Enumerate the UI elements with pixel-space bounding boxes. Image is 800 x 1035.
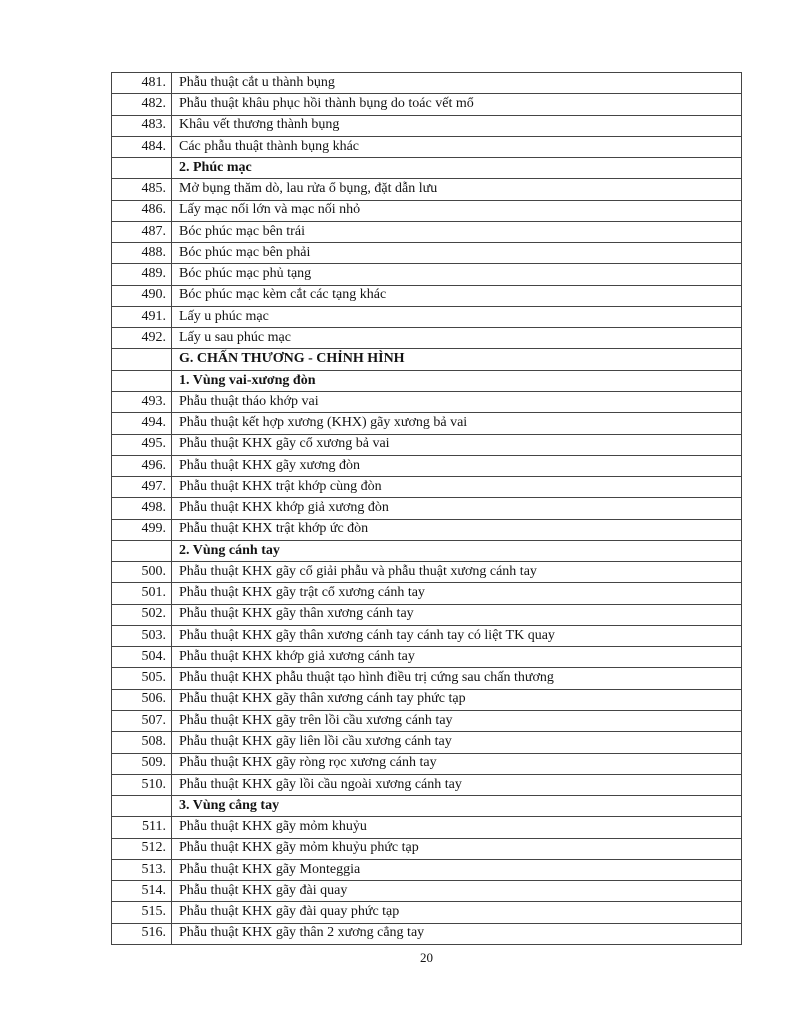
row-number-cell: 483. (112, 115, 172, 136)
procedure-name-cell: Phẫu thuật KHX gãy trật cổ xương cánh tay (172, 583, 742, 604)
procedure-name-cell: Bóc phúc mạc bên phải (172, 243, 742, 264)
row-number-cell (112, 540, 172, 561)
table-row (112, 455, 742, 476)
row-number-cell: 482. (112, 94, 172, 115)
table-row (112, 562, 742, 583)
table-row (112, 604, 742, 625)
procedure-name-cell: Lấy mạc nối lớn và mạc nối nhỏ (172, 200, 742, 221)
procedure-name-cell: Phẫu thuật KHX gãy thân xương cánh tay phức tạp (172, 689, 742, 710)
row-number-cell: 495. (112, 434, 172, 455)
procedure-name-cell: Bóc phúc mạc bên trái (172, 221, 742, 242)
row-number-cell: 504. (112, 647, 172, 668)
section-title-cell: 2. Phúc mạc (172, 158, 742, 179)
table-row (112, 243, 742, 264)
section-title-cell: 3. Vùng cẳng tay (172, 796, 742, 817)
table-row (112, 413, 742, 434)
table-row (112, 285, 742, 306)
procedures-table (111, 72, 742, 945)
procedure-name-cell: Bóc phúc mạc phủ tạng (172, 264, 742, 285)
section-row (112, 540, 742, 561)
table-row (112, 200, 742, 221)
procedure-name-cell: Mở bụng thăm dò, lau rửa ổ bụng, đặt dẫn lưu (172, 179, 742, 200)
table-row (112, 477, 742, 498)
table-row (112, 136, 742, 157)
procedure-name-cell: Phẫu thuật KHX gãy lồi cầu ngoài xương cánh tay (172, 774, 742, 795)
row-number-cell: 496. (112, 455, 172, 476)
procedure-name-cell: Phẫu thuật KHX gãy cổ xương bả vai (172, 434, 742, 455)
section-row (112, 796, 742, 817)
procedure-name-cell: Phẫu thuật KHX gãy đài quay (172, 881, 742, 902)
procedure-name-cell: Phẫu thuật tháo khớp vai (172, 391, 742, 412)
row-number-cell: 486. (112, 200, 172, 221)
procedure-name-cell: Phẫu thuật KHX phẫu thuật tạo hình điều trị cứng sau chấn thương (172, 668, 742, 689)
row-number-cell: 505. (112, 668, 172, 689)
row-number-cell: 489. (112, 264, 172, 285)
table-row (112, 902, 742, 923)
table-row (112, 264, 742, 285)
row-number-cell: 498. (112, 498, 172, 519)
row-number-cell: 501. (112, 583, 172, 604)
table-row (112, 115, 742, 136)
table-row (112, 179, 742, 200)
table-row (112, 838, 742, 859)
procedure-name-cell: Phẫu thuật kết hợp xương (KHX) gãy xương bả vai (172, 413, 742, 434)
table-row (112, 817, 742, 838)
table-row (112, 221, 742, 242)
table-row (112, 434, 742, 455)
row-number-cell: 488. (112, 243, 172, 264)
row-number-cell: 491. (112, 306, 172, 327)
procedure-name-cell: Phẫu thuật KHX gãy Monteggia (172, 859, 742, 880)
row-number-cell: 508. (112, 732, 172, 753)
row-number-cell: 497. (112, 477, 172, 498)
row-number-cell: 514. (112, 881, 172, 902)
row-number-cell: 485. (112, 179, 172, 200)
table-row (112, 583, 742, 604)
procedure-name-cell: Phẫu thuật KHX trật khớp ức đòn (172, 519, 742, 540)
procedure-name-cell: Phẫu thuật KHX gãy đài quay phức tạp (172, 902, 742, 923)
table-row (112, 923, 742, 944)
row-number-cell: 511. (112, 817, 172, 838)
row-number-cell: 484. (112, 136, 172, 157)
row-number-cell: 516. (112, 923, 172, 944)
row-number-cell: 490. (112, 285, 172, 306)
procedure-name-cell: Phẫu thuật KHX gãy mỏm khuỷu (172, 817, 742, 838)
procedure-table-body (112, 73, 742, 945)
row-number-cell (112, 370, 172, 391)
row-number-cell: 513. (112, 859, 172, 880)
row-number-cell: 507. (112, 710, 172, 731)
row-number-cell: 487. (112, 221, 172, 242)
row-number-cell: 503. (112, 625, 172, 646)
table-row (112, 328, 742, 349)
procedure-name-cell: Bóc phúc mạc kèm cắt các tạng khác (172, 285, 742, 306)
section-title-cell: 1. Vùng vai-xương đòn (172, 370, 742, 391)
table-row (112, 625, 742, 646)
section-title-cell: 2. Vùng cánh tay (172, 540, 742, 561)
table-row (112, 710, 742, 731)
section-title-cell: G. CHẤN THƯƠNG - CHỈNH HÌNH (172, 349, 742, 370)
table-row (112, 732, 742, 753)
row-number-cell: 493. (112, 391, 172, 412)
table-row (112, 73, 742, 94)
procedure-name-cell: Phẫu thuật KHX gãy ròng rọc xương cánh tay (172, 753, 742, 774)
procedure-name-cell: Phẫu thuật KHX gãy thân xương cánh tay cánh tay có liệt TK quay (172, 625, 742, 646)
page-number: 20 (420, 950, 433, 965)
table-row (112, 647, 742, 668)
table-row (112, 306, 742, 327)
row-number-cell: 502. (112, 604, 172, 625)
row-number-cell: 506. (112, 689, 172, 710)
table-row (112, 881, 742, 902)
procedure-name-cell: Khâu vết thương thành bụng (172, 115, 742, 136)
table-row (112, 668, 742, 689)
table-row (112, 498, 742, 519)
table-row (112, 94, 742, 115)
procedure-name-cell: Phẫu thuật KHX gãy xương đòn (172, 455, 742, 476)
procedure-name-cell: Phẫu thuật KHX trật khớp cùng đòn (172, 477, 742, 498)
section-row (112, 370, 742, 391)
procedure-name-cell: Các phẫu thuật thành bụng khác (172, 136, 742, 157)
table-row (112, 859, 742, 880)
table-row (112, 391, 742, 412)
procedure-name-cell: Phẫu thuật KHX gãy thân 2 xương cẳng tay (172, 923, 742, 944)
procedure-name-cell: Phẫu thuật KHX gãy mỏm khuỷu phức tạp (172, 838, 742, 859)
table-row (112, 689, 742, 710)
row-number-cell: 510. (112, 774, 172, 795)
procedure-name-cell: Lấy u phúc mạc (172, 306, 742, 327)
row-number-cell: 492. (112, 328, 172, 349)
row-number-cell: 512. (112, 838, 172, 859)
row-number-cell: 500. (112, 562, 172, 583)
row-number-cell: 515. (112, 902, 172, 923)
procedure-name-cell: Phẫu thuật KHX gãy cổ giải phẫu và phẫu thuật xương cánh tay (172, 562, 742, 583)
row-number-cell: 509. (112, 753, 172, 774)
row-number-cell: 481. (112, 73, 172, 94)
procedure-name-cell: Phẫu thuật khâu phục hồi thành bụng do toác vết mổ (172, 94, 742, 115)
row-number-cell: 494. (112, 413, 172, 434)
table-row (112, 753, 742, 774)
row-number-cell (112, 349, 172, 370)
procedure-name-cell: Phẫu thuật KHX khớp giả xương cánh tay (172, 647, 742, 668)
section-row (112, 158, 742, 179)
procedure-name-cell: Phẫu thuật KHX khớp giả xương đòn (172, 498, 742, 519)
row-number-cell: 499. (112, 519, 172, 540)
procedure-name-cell: Lấy u sau phúc mạc (172, 328, 742, 349)
row-number-cell (112, 158, 172, 179)
procedure-name-cell: Phẫu thuật KHX gãy liên lồi cầu xương cánh tay (172, 732, 742, 753)
section-row (112, 349, 742, 370)
procedure-name-cell: Phẫu thuật KHX gãy trên lồi cầu xương cánh tay (172, 710, 742, 731)
procedure-name-cell: Phẫu thuật cắt u thành bụng (172, 73, 742, 94)
row-number-cell (112, 796, 172, 817)
table-row (112, 774, 742, 795)
table-row (112, 519, 742, 540)
procedure-name-cell: Phẫu thuật KHX gãy thân xương cánh tay (172, 604, 742, 625)
